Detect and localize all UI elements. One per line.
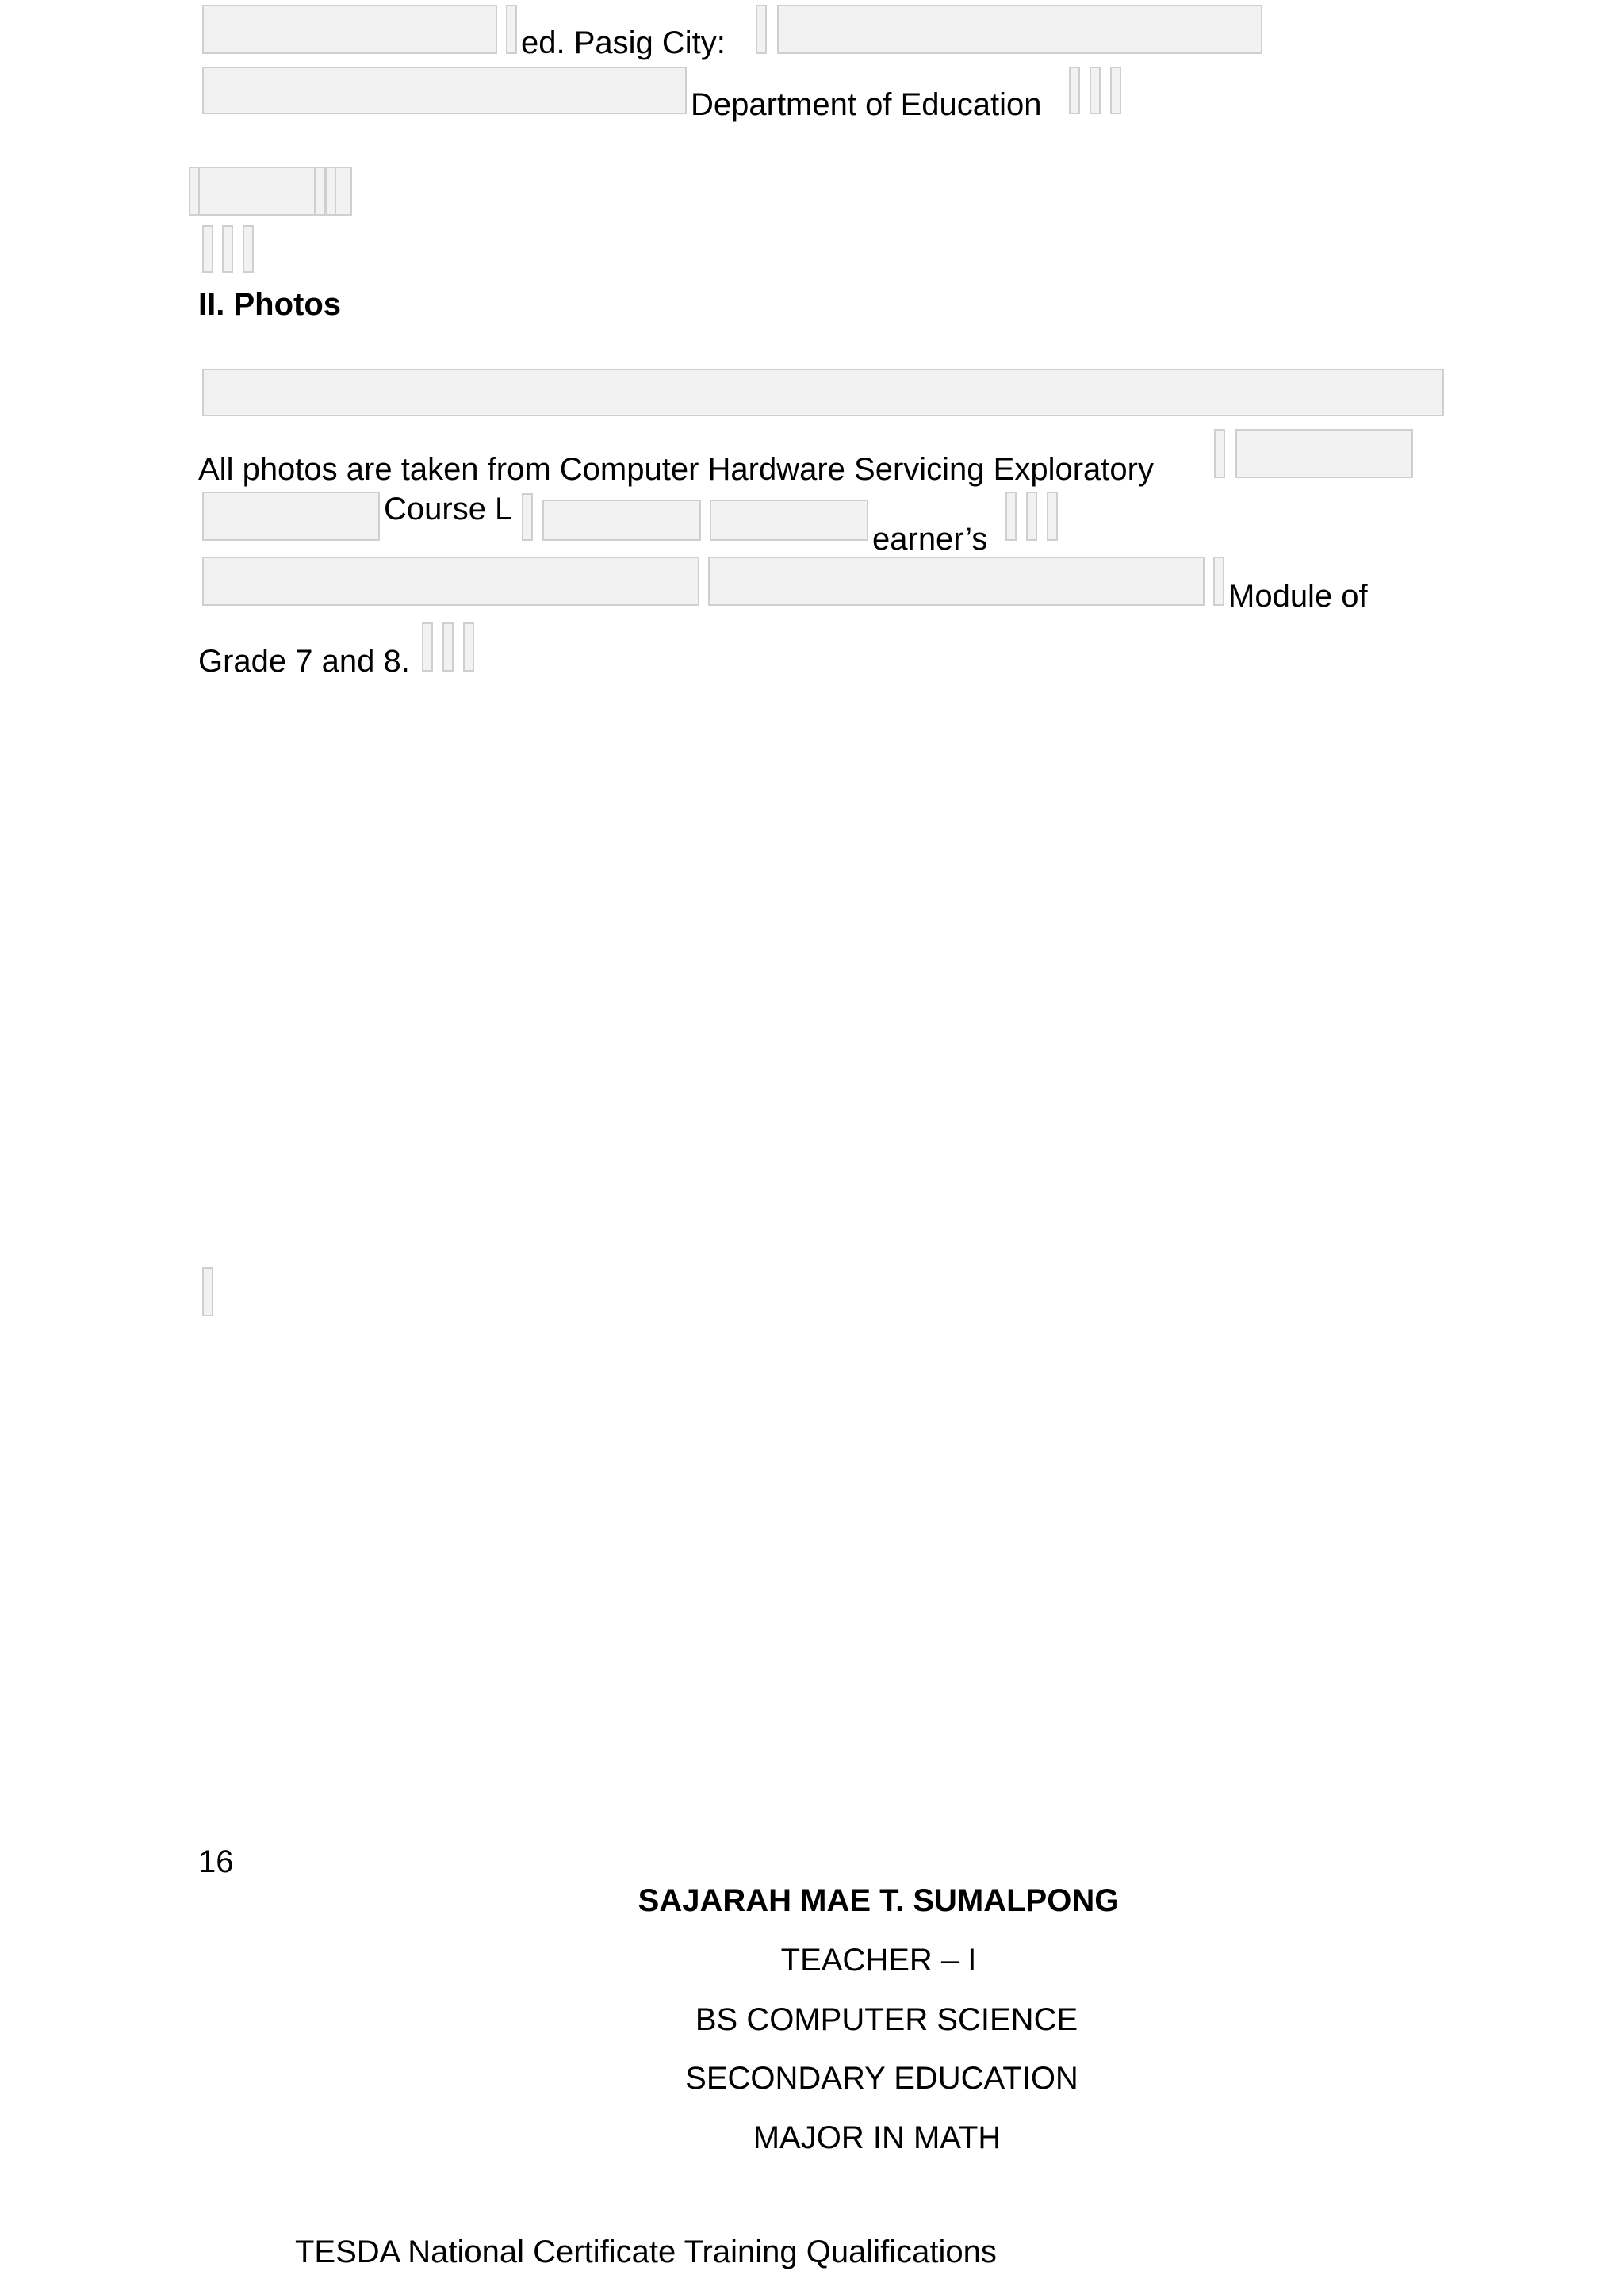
redacted-block [756, 5, 767, 54]
redacted-block [1213, 557, 1224, 606]
reference-line-2: Department of Education [691, 87, 1042, 122]
redacted-block [202, 67, 687, 114]
redacted-block [202, 5, 497, 54]
redacted-block [442, 622, 454, 672]
photos-line-2b: earner’s [872, 522, 988, 557]
redacted-block [1047, 492, 1058, 541]
author-field: SECONDARY EDUCATION [685, 2061, 1078, 2096]
redacted-block [1026, 492, 1037, 541]
author-title: TEACHER – I [780, 1943, 977, 1978]
redacted-block [202, 369, 1444, 416]
redacted-block [222, 225, 233, 273]
section-heading: II. Photos [198, 287, 341, 322]
footer-text: TESDA National Certificate Training Qualifications [295, 2235, 997, 2269]
redacted-block [1214, 429, 1225, 478]
redacted-block [1235, 429, 1413, 478]
author-major: MAJOR IN MATH [753, 2120, 1002, 2155]
redacted-block [202, 492, 380, 541]
redacted-block [1090, 67, 1101, 114]
photos-line-4: Grade 7 and 8. [198, 644, 410, 679]
redacted-block [422, 622, 433, 672]
redacted-block [1110, 67, 1121, 114]
redacted-block [314, 167, 325, 216]
redacted-block [542, 500, 701, 541]
author-degree: BS COMPUTER SCIENCE [695, 2002, 1078, 2037]
redacted-block [1069, 67, 1080, 114]
photos-line-2a: Course L [384, 492, 513, 527]
redacted-block [202, 225, 213, 273]
redacted-block [243, 225, 254, 273]
author-name: SAJARAH MAE T. SUMALPONG [638, 1883, 1120, 1918]
redacted-block [1005, 492, 1017, 541]
redacted-block [325, 167, 336, 216]
redacted-block [189, 167, 200, 216]
page-number: 16 [198, 1844, 234, 1879]
redacted-block [708, 557, 1205, 606]
redacted-block [710, 500, 868, 541]
redacted-block [202, 557, 699, 606]
redacted-block [777, 5, 1262, 54]
redacted-block [522, 493, 533, 541]
redacted-block [506, 5, 517, 54]
photos-line-3: Module of [1228, 579, 1368, 614]
photos-line-1: All photos are taken from Computer Hardware Servicing Exploratory [198, 452, 1154, 487]
redacted-block [202, 1267, 213, 1316]
redacted-block [463, 622, 474, 672]
reference-line-1: ed. Pasig City: [521, 25, 726, 60]
